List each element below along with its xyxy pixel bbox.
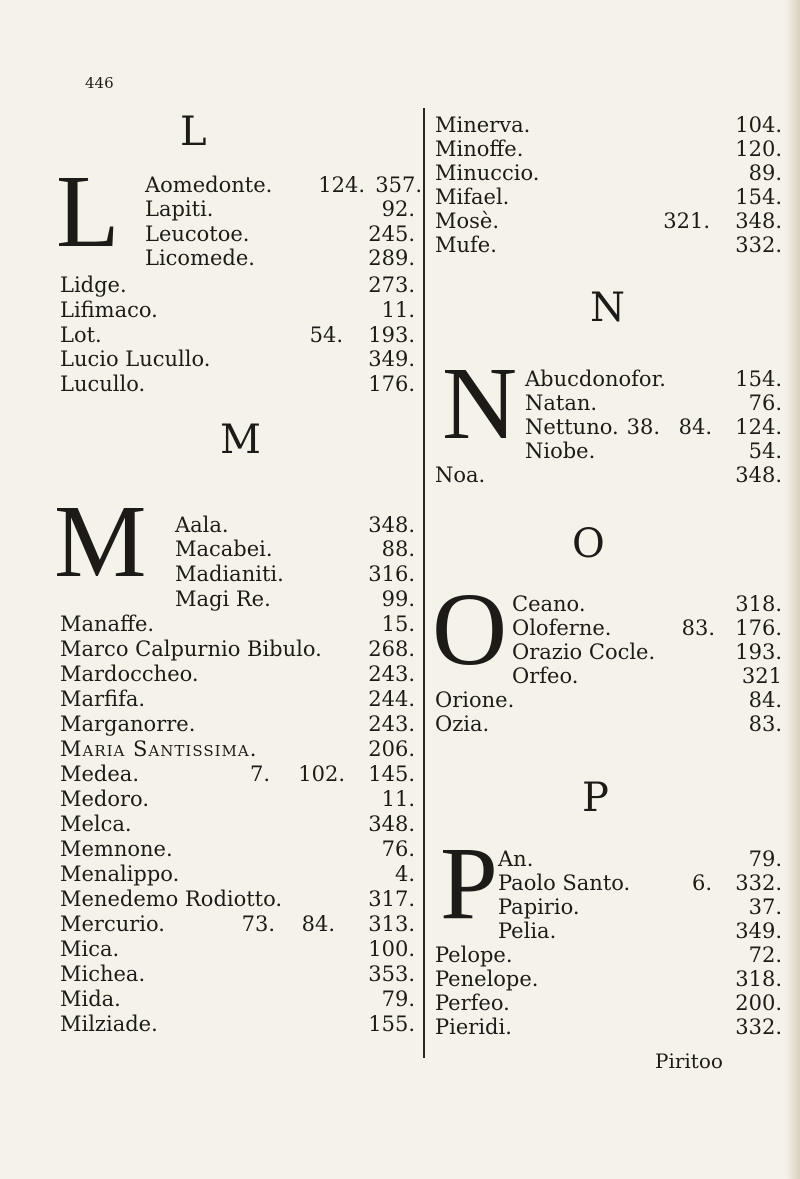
entry-page: 316. bbox=[368, 562, 415, 586]
entry-name: Milziade. bbox=[60, 1012, 158, 1036]
entry-name: Lot. bbox=[60, 323, 102, 347]
entry-page: 38. bbox=[626, 415, 660, 439]
entry-page: 348. bbox=[735, 209, 782, 233]
page-edge bbox=[786, 0, 800, 1179]
entry-page: 92. bbox=[381, 197, 415, 221]
entry-name: Pelope. bbox=[435, 943, 513, 967]
entry-name: Mosè. bbox=[435, 209, 500, 233]
entry-page: 176. bbox=[735, 616, 782, 640]
entry-name: Magi Re. bbox=[175, 587, 271, 611]
entry-page: 332. bbox=[735, 233, 782, 257]
section-header-l: L bbox=[180, 109, 207, 155]
drop-cap-m: M bbox=[54, 484, 147, 599]
entry-name: Marfifa. bbox=[60, 687, 146, 711]
entry-name: Ozia. bbox=[435, 712, 490, 736]
entry-page: 193. bbox=[735, 640, 782, 664]
entry-page: 4. bbox=[394, 862, 415, 886]
entry-page: 7. bbox=[249, 762, 270, 786]
entry-page: 244. bbox=[368, 687, 415, 711]
entry-page: 317. bbox=[368, 887, 415, 911]
entry-page: 318. bbox=[735, 592, 782, 616]
entry-name: Papirio. bbox=[498, 895, 580, 919]
entry-name: Aomedonte. bbox=[145, 173, 273, 197]
entry-name: Pieridi. bbox=[435, 1015, 512, 1039]
entry-page: 154. bbox=[735, 185, 782, 209]
entry-name: Mida. bbox=[60, 987, 121, 1011]
drop-cap-o: O bbox=[432, 572, 508, 687]
entry-page: 73. bbox=[241, 912, 275, 936]
entry-name: Minerva. bbox=[435, 113, 531, 137]
entry-page: 321. bbox=[663, 209, 710, 233]
entry-name: Perfeo. bbox=[435, 991, 510, 1015]
entry-page: 99. bbox=[381, 587, 415, 611]
entry-page: 83. bbox=[681, 616, 715, 640]
entry-name: Medoro. bbox=[60, 787, 150, 811]
entry-name: Orazio Cocle. bbox=[512, 640, 656, 664]
entry-page: 348. bbox=[368, 812, 415, 836]
entry-page: 243. bbox=[368, 662, 415, 686]
entry-page: 318. bbox=[735, 967, 782, 991]
entry-name: Mufe. bbox=[435, 233, 497, 257]
entry-name: Oloferne. bbox=[512, 616, 612, 640]
entry-page: 289. bbox=[368, 246, 415, 270]
entry-page: 145. bbox=[368, 762, 415, 786]
entry-name: An. bbox=[498, 847, 534, 871]
entry-page: 102. bbox=[298, 762, 345, 786]
entry-page: 321 bbox=[741, 664, 782, 688]
column-rule bbox=[423, 108, 425, 1058]
entry-page: 193. bbox=[368, 323, 415, 347]
entry-page: 15. bbox=[381, 612, 415, 636]
entry-name: Abucdonofor. bbox=[525, 367, 666, 391]
catchword: Piritoo bbox=[655, 1049, 723, 1073]
entry-page: 353. bbox=[368, 962, 415, 986]
entry-name: Leucotoe. bbox=[145, 222, 250, 246]
entry-name: Lidge. bbox=[60, 273, 127, 297]
entry-page: 54. bbox=[309, 323, 343, 347]
drop-cap-l: L bbox=[56, 154, 120, 269]
entry-page: 332. bbox=[735, 871, 782, 895]
entry-page: 200. bbox=[735, 991, 782, 1015]
entry-name: Minuccio. bbox=[435, 161, 540, 185]
entry-name: Mardoccheo. bbox=[60, 662, 199, 686]
entry-page: 72. bbox=[748, 943, 782, 967]
entry-name: Noa. bbox=[435, 463, 486, 487]
section-header-o: O bbox=[572, 521, 605, 567]
entry-page: 268. bbox=[368, 637, 415, 661]
entry-page: 104. bbox=[735, 113, 782, 137]
entry-page: 83. bbox=[748, 712, 782, 736]
entry-name: Maria Santissima. bbox=[60, 737, 258, 761]
entry-page: 348. bbox=[368, 513, 415, 537]
entry-page: 124. bbox=[735, 415, 782, 439]
entry-name: Lapiti. bbox=[145, 197, 214, 221]
entry-name: Lucio Lucullo. bbox=[60, 347, 211, 371]
entry-page: 154. bbox=[735, 367, 782, 391]
section-header-p: P bbox=[582, 775, 609, 821]
entry-name: Nettuno. bbox=[525, 415, 619, 439]
entry-name: Orione. bbox=[435, 688, 515, 712]
entry-name: Macabei. bbox=[175, 537, 273, 561]
entry-page: 332. bbox=[735, 1015, 782, 1039]
entry-page: 84. bbox=[678, 415, 712, 439]
entry-name: Ceano. bbox=[512, 592, 586, 616]
entry-page: 357. bbox=[375, 173, 422, 197]
entry-name: Menedemo Rodiotto. bbox=[60, 887, 283, 911]
entry-page: 76. bbox=[381, 837, 415, 861]
entry-name: Minoffe. bbox=[435, 137, 524, 161]
entry-name: Lifimaco. bbox=[60, 298, 158, 322]
entry-name: Orfeo. bbox=[512, 664, 579, 688]
entry-name: Memnone. bbox=[60, 837, 173, 861]
entry-page: 11. bbox=[381, 787, 415, 811]
entry-page: 124. bbox=[318, 173, 365, 197]
entry-name: Melca. bbox=[60, 812, 132, 836]
entry-page: 206. bbox=[368, 737, 415, 761]
entry-name: Natan. bbox=[525, 391, 598, 415]
entry-page: 155. bbox=[368, 1012, 415, 1036]
entry-name: Menalippo. bbox=[60, 862, 180, 886]
entry-page: 89. bbox=[748, 161, 782, 185]
entry-page: 100. bbox=[368, 937, 415, 961]
entry-page: 84. bbox=[748, 688, 782, 712]
entry-page: 348. bbox=[735, 463, 782, 487]
entry-name: Paolo Santo. bbox=[498, 871, 631, 895]
drop-cap-n: N bbox=[442, 346, 518, 461]
entry-page: 54. bbox=[748, 439, 782, 463]
entry-page: 349. bbox=[735, 919, 782, 943]
entry-page: 243. bbox=[368, 712, 415, 736]
entry-page: 120. bbox=[735, 137, 782, 161]
page-number: 446 bbox=[85, 74, 114, 92]
entry-name: Michea. bbox=[60, 962, 146, 986]
section-header-n: N bbox=[590, 285, 625, 331]
entry-name: Pelia. bbox=[498, 919, 557, 943]
entry-name: Madianiti. bbox=[175, 562, 284, 586]
entry-name: Marganorre. bbox=[60, 712, 196, 736]
entry-name: Mercurio. bbox=[60, 912, 165, 936]
entry-name: Penelope. bbox=[435, 967, 539, 991]
entry-name: Licomede. bbox=[145, 246, 255, 270]
entry-page: 176. bbox=[368, 372, 415, 396]
entry-name: Mifael. bbox=[435, 185, 510, 209]
entry-page: 6. bbox=[691, 871, 712, 895]
entry-page: 79. bbox=[748, 847, 782, 871]
entry-name: Aala. bbox=[175, 513, 229, 537]
entry-name: Marco Calpurnio Bibulo. bbox=[60, 637, 322, 661]
entry-page: 84. bbox=[301, 912, 335, 936]
entry-page: 273. bbox=[368, 273, 415, 297]
entry-page: 11. bbox=[381, 298, 415, 322]
entry-page: 79. bbox=[381, 987, 415, 1011]
entry-page: 349. bbox=[368, 347, 415, 371]
entry-name: Niobe. bbox=[525, 439, 596, 463]
section-header-m: M bbox=[220, 417, 261, 463]
entry-name: Medea. bbox=[60, 762, 139, 786]
entry-name: Mica. bbox=[60, 937, 120, 961]
drop-cap-p: P bbox=[440, 826, 498, 941]
entry-page: 76. bbox=[748, 391, 782, 415]
entry-page: 88. bbox=[381, 537, 415, 561]
entry-page: 245. bbox=[368, 222, 415, 246]
entry-page: 313. bbox=[368, 912, 415, 936]
entry-page: 37. bbox=[748, 895, 782, 919]
entry-name: Manaffe. bbox=[60, 612, 155, 636]
entry-name: Lucullo. bbox=[60, 372, 146, 396]
